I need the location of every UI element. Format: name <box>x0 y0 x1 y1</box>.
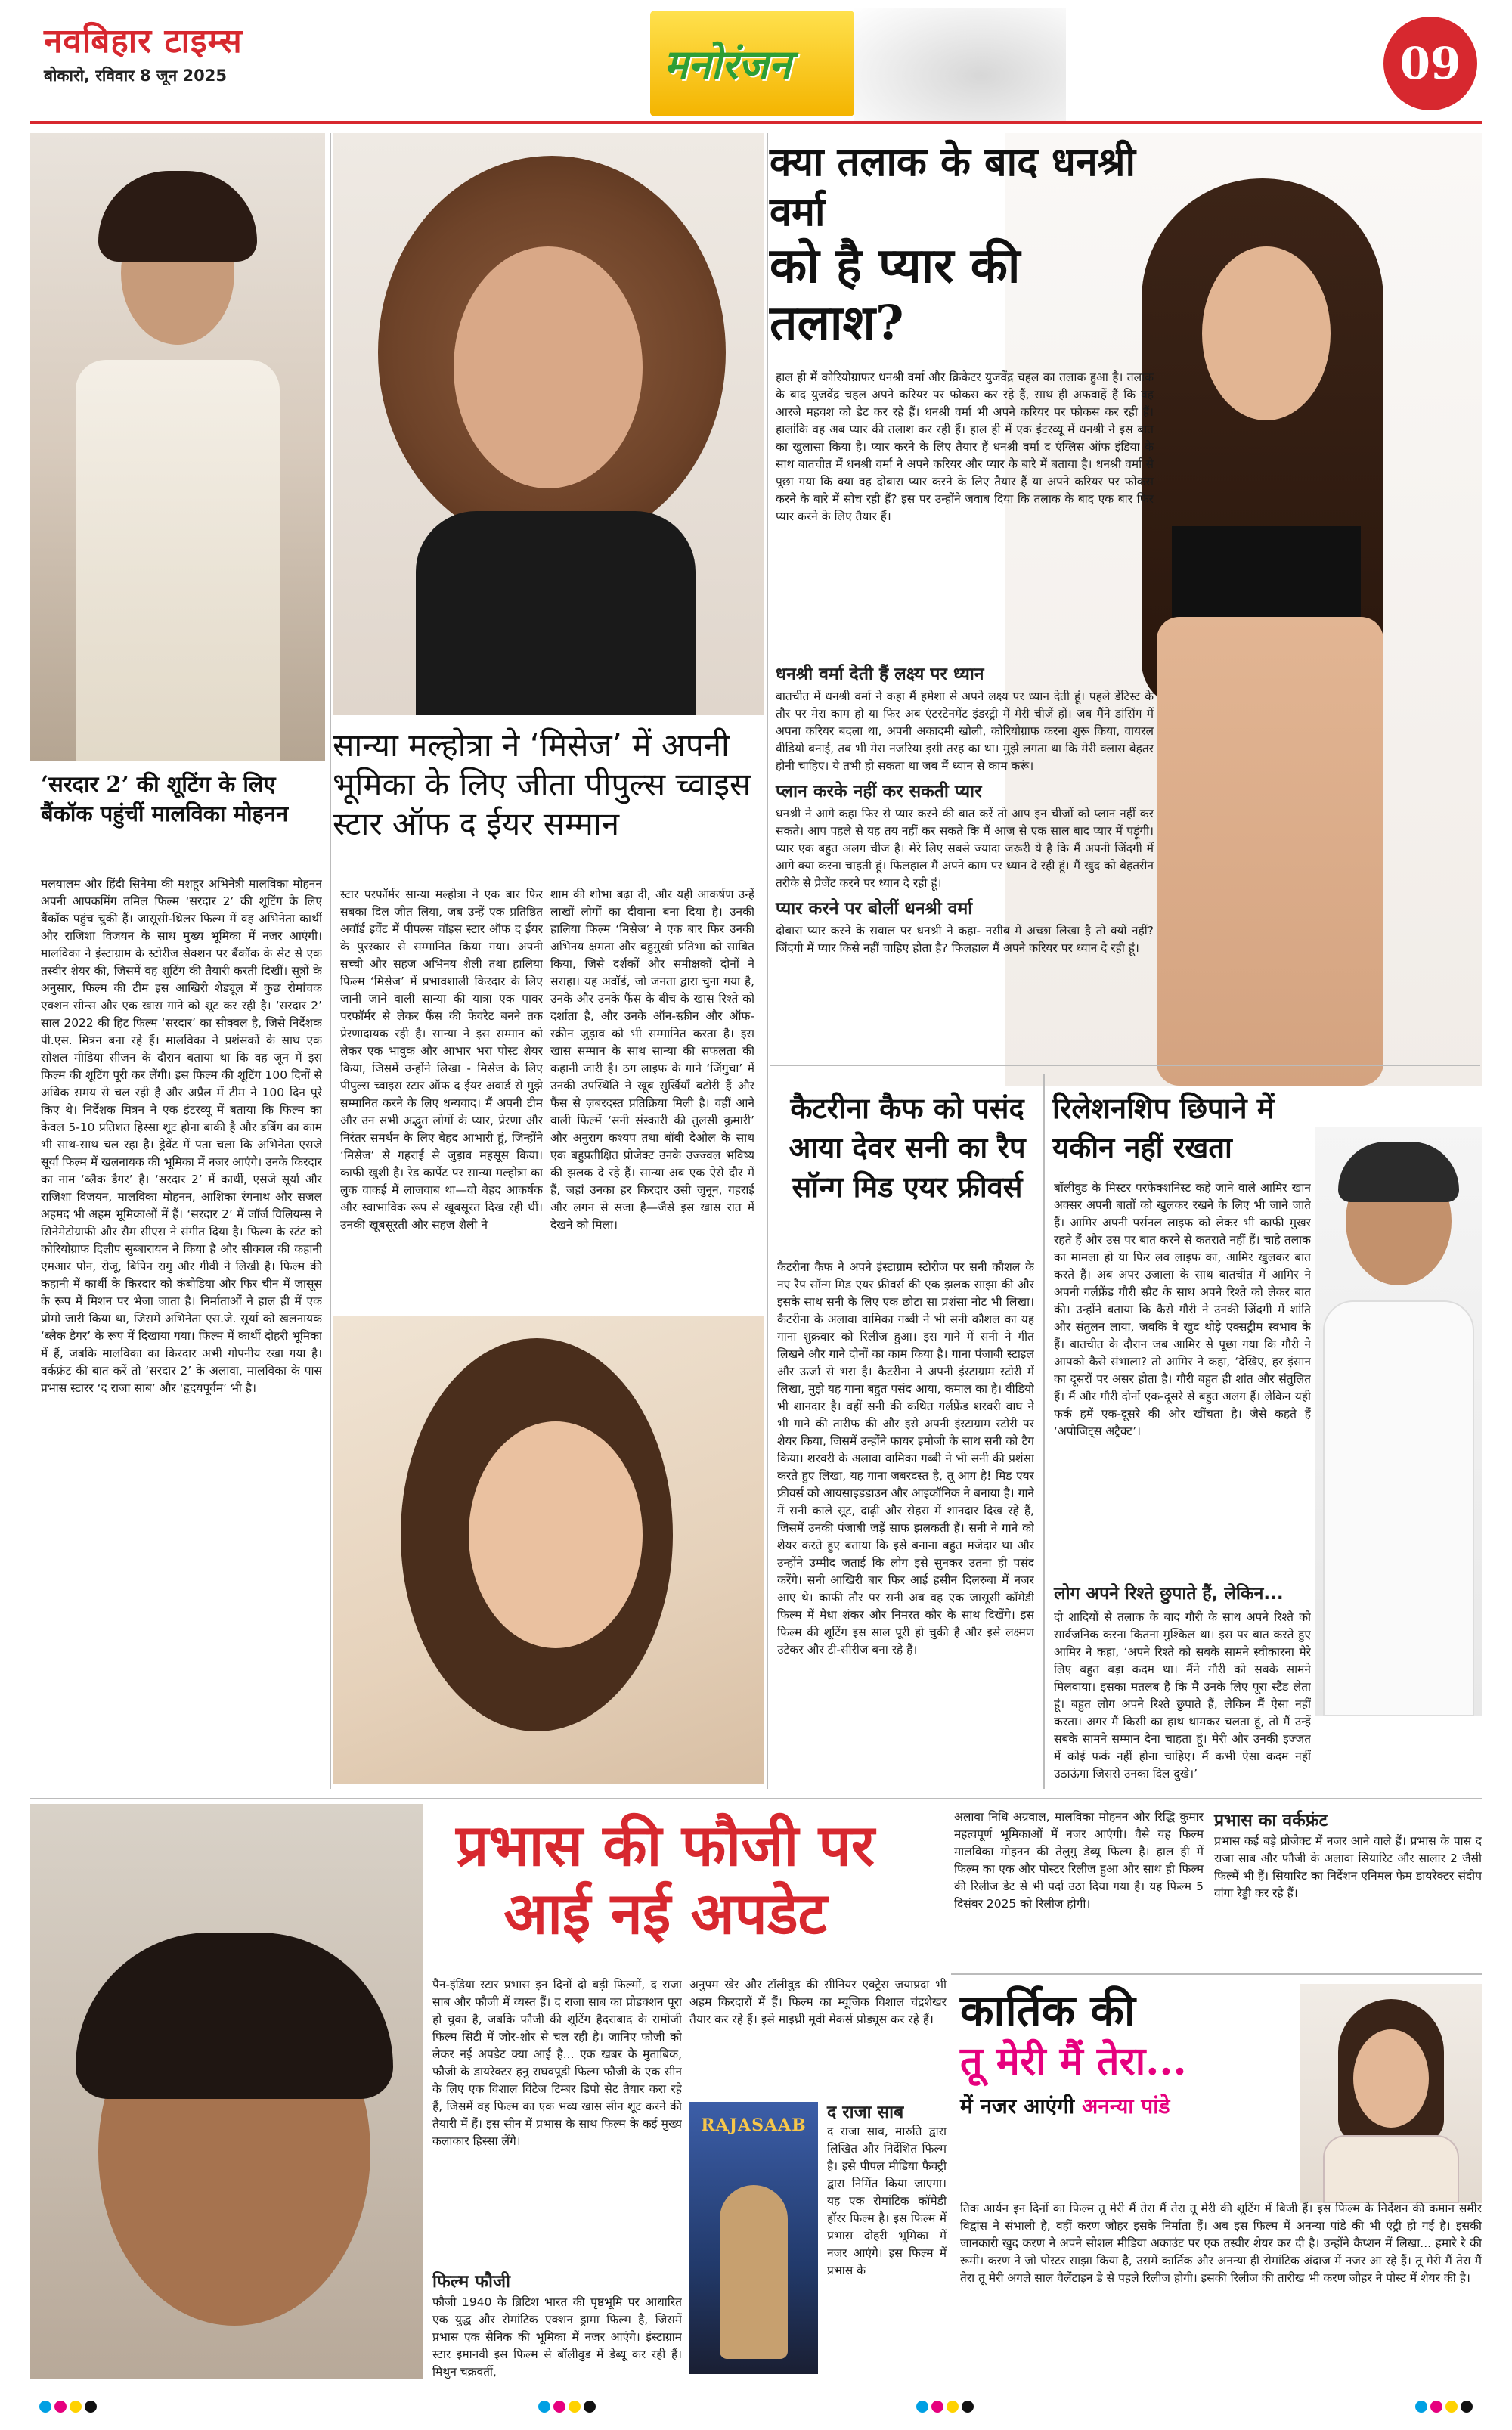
sanya-headline-text: सान्या मल्होत्रा ने ‘मिसेज’ में अपनी भूमिका के लिए जीता पीपुल्स च्वाइस स्टार ऑफ द ईयर सम्मान <box>333 727 751 842</box>
column-rule <box>1043 1074 1045 1789</box>
prabhas-photo <box>30 1804 423 2379</box>
column-rule <box>330 133 331 1789</box>
aamir-body-2: दो शादियों से तलाक के बाद गौरी के साथ अपने रिश्ते को सार्वजनिक करना कितना मुश्किल था। इस पर बात करते हुए आमिर ने कहा, ‘अपने रिश्ते को सबके सामने स्वीकारना मेरे लिए बहुत बड़ा कदम था। मैंने गौरी को सबके सामने मिलवाया। इसका मतलब है कि मैं उनके लिए पूरा स्टैंड लेता हूं। बहुत लोग अपने रिश्ते छुपाते हैं, लेकिन मैं ऐसा नहीं करता। अगर मैं किसी का हाथ थामकर चलता हूं, तो मैं उन्हें सबके सामने सम्मान देना चाहता हूं। मेरी और उनकी इज्जत में कोई फर्क नहीं होना चाहिए। मैं कभी ऐसा कदम नहीं उठाऊंगा जिससे उनका दिल दुखे।’ <box>1054 1610 1311 1781</box>
dhanashree-headline-line1: क्या तलाक के बाद धनश्री वर्मा <box>770 139 1136 235</box>
masthead <box>0 0 1512 129</box>
dhanashree-intro: हाल ही में कोरियोग्राफर धनश्री वर्मा और क्रिकेटर युजवेंद्र चहल का तलाक हुआ है। तलाक के बाद युजवेंद्र चहल अपने करियर पर फोकस कर रहे हैं, साथ ही अफवाहें हैं कि वह आरजे महवश को डेट कर रहे हैं। धनश्री वर्मा भी अपने करियर पर फोकस कर रही हैं। हालांकि वह अब प्यार की तलाश कर रही हैं। हाल ही में एक इंटरव्यू में धनश्री ने इस बात का खुलासा किया है। प्यार करने के लिए तैयार हैं धनश्री वर्मा द एंग्लिस ऑफ इंडिया के साथ बातचीत में धनश्री वर्मा ने अपने करियर और प्यार के बारे में बताया है। धनश्री वर्मा से पूछा गया कि क्या वह दोबारा प्यार करने के लिए तैयार हैं या अपने करियर पर फोकस करने के बारे में सोच रही हैं? इस पर उन्होंने जवाब दिया कि तलाक के बाद एक बार फिर प्यार करने के लिए तैयार हैं। <box>776 370 1154 523</box>
malavika-photo <box>30 133 325 761</box>
sanya-headline <box>333 726 756 844</box>
masthead-rule <box>30 121 1482 124</box>
newspaper-logo: नवबिहार टाइम्स <box>44 22 243 60</box>
kartik-headline <box>960 1984 1293 2122</box>
katrina-photo <box>333 1316 764 1784</box>
section-rule <box>951 1973 1482 1975</box>
sanya-photo <box>333 133 764 715</box>
prabhas-headline-line1: प्रभास की फौजी पर <box>456 1812 875 1879</box>
section-rule <box>770 1065 1480 1066</box>
dhanashree-headline-line2: को है प्यार की तलाश? <box>770 237 1021 352</box>
malavika-body: मलयालम और हिंदी सिनेमा की मशहूर अभिनेत्री मालविका मोहनन अपनी आपकमिंग तमिल फिल्म ‘सरदार 2’ की शूटिंग के लिए बैंकॉक पहुंच चुकी हैं। जासूसी-थ्रिलर फिल्म में वह अभिनेता कार्थी और राजिशा विजयन के साथ मुख्य भूमिका में नजर आएंगी। मालविका ने इंस्टाग्राम के स्टोरीज सेक्शन पर बैंकॉक के सेट से एक तस्वीर शेयर की, जिसमें वह शूटिंग की तैयारी करती दिखीं। सूत्रों के अनुसार, फिल्म की टीम इस आखिरी शेड्यूल में कुछ रोमांचक एक्शन सीन्स और एक खास गाने को शूट कर रही है। ‘सरदार 2’ साल 2022 की हिट फिल्म ‘सरदार’ का सीक्वल है, जिसे निर्देशक पी.एस. मित्रन बना रहे हैं। मालविका ने प्रशंसकों के साथ एक सोशल मीडिया सीजन के दौरान बताया था कि वह जून में इस फिल्म की शूटिंग पूरी कर लेंगी। इस फिल्म की शूटिंग 100 दिनों से अधिक समय से चल रही है और अप्रैल में टीम ने 100 दिन पूरे किए थे। निर्देशक मित्रन ने एक इंटरव्यू में बताया कि फिल्म का केवल 5-10 प्रतिशत हिस्सा शूट होना बाकी है और डबिंग का काम भी साथ-साथ चल रहा है। ड्रेवेंट में पता चला कि अभिनेता एसजे सूर्या फिल्म में खलनायक की भूमिका में नजर आएंगे। उनके किरदार का नाम ‘ब्लैक डैगर’ है। ‘सरदार 2’ में कार्थी, एसजे सूर्या और राजिशा विजयन, मालविका मोहनन, आशिका रंगनाथ और सजल अहमद भी अहम भूमिकाओं में हैं। ‘सरदार 2’ में जॉर्ज विलियम्स ने सिनेमेटोग्राफी और सैम सीएस ने संगीत दिया है। फिल्म के स्टंट को कोरियोग्राफ दिलीप सुब्बारायन ने किया है और सीक्वल की कहानी एमआर पोन, रोजू, बिपिन रागु और गीवी ने लिखी है। फिल्म की कहानी में कार्थी के किरदार को कंबोडिया और फिर चीन में जासूस के रूप में मिशन पर भेजा जाता है। निर्माताओं ने हाल ही में एक प्रोमो जारी किया था, जिसमें अभिनेता एस.जे. सूर्या को खलनायक ‘ब्लैक डैगर’ के रूप में दिखाया गया। फिल्म में कार्थी दोहरी भूमिका में हैं, जबकि मालविका का किरदार अभी गोपनीय रखा गया है। वर्कफ्रंट की बात करें तो ‘सरदार 2’ के अलावा, मालविका के पास प्रभास स्टारर ‘द राजा साब’ और ‘हृदयपूर्वम’ भी है। <box>41 877 322 1395</box>
section-badge <box>650 11 854 116</box>
column-rule <box>767 133 768 1789</box>
prabhas-subhead-rajasaab: द राजा साब <box>827 2103 904 2122</box>
ananya-name: अनन्या पांडे <box>1081 2094 1170 2119</box>
footer-registration <box>30 2395 1482 2418</box>
dhanashree-para-2: धनश्री ने आगे कहा फिर से प्यार करने की बात करें तो आप इन चीजों को प्लान नहीं कर सकते। आप पहले से यह तय नहीं कर सकते कि मैं आज से एक साल बाद प्यार में पड़ूंगी। प्यार एक बहुत अलग चीज है। मेरे लिए सबसे ज्यादा जरूरी ये है कि मैं अपनी जिंदगी में आगे क्या करना चाहती हूं। फिलहाल मैं अपने काम पर ध्यान दे रही हूं। मैं खुद को बेहतरीन तरीके से प्रेजेंट करने पर ध्यान दे रही हूं। <box>776 807 1154 890</box>
prabhas-col2: अनुपम खेर और टॉलीवुड की सीनियर एक्ट्रेस जयाप्रदा भी अहम किरदारों में हैं। फिल्म का म्यूजिक विशाल चंद्रशेखर तैयार कर रहे हैं। इसे माइथ्री मूवी मेकर्स प्रोड्यूस कर रहे हैं। <box>689 1978 947 2026</box>
sanya-body-col2: शाम की शोभा बढ़ा दी, और यही आकर्षण उन्हें लाखों लोगों का दीवाना बना दिया है। उनकी हालिया फिल्म ‘मिसेज’ ने एक बार फिर उनकी अभिनय क्षमता और बहुमुखी प्रतिभा को साबित किया, जिसे दर्शकों और समीक्षकों दोनों ने सराहा। यह अवॉर्ड, जो जनता द्वारा चुना गया है, उनके और उनके फैंस के बीच के खास रिश्ते को दर्शाता है, और उनके ऑन-स्क्रीन और ऑफ-स्क्रीन जुड़ाव को भी सम्मानित करता है। इस खास सम्मान के साथ सान्या की सफलता की कहानी जारी है। ठग लाइफ के गाने ‘जिंगुचा’ में उनकी उपस्थिति ने खूब सुर्खियाँ बटोरी हैं और फैंस से ज़बरदस्त प्रतिक्रिया मिली है। वहीं आने वाली फिल्में ‘सनी संस्कारी की तुलसी कुमारी’ और अनुराग कश्यप तथा बॉबी देओल के साथ एक बहुप्रतीक्षित प्रोजेक्ट उनके उज्ज्वल भविष्य की झलक दे रहे हैं। सान्या अब एक ऐसे दौर में हैं, जहां उनका हर किरदार उसी जुनून, गहराई और लगन से सजा है—जैसे इस खास रात में देखने को मिला। <box>550 888 754 1232</box>
prabhas-col3: अलावा निधि अग्रवाल, मालविका मोहनन और रिद्धि कुमार महत्वपूर्ण भूमिकाओं में नजर आएंगी। वैसे यह फिल्म मालविका मोहनन की तेलुगु डेब्यू फिल्म है। हाल ही में फिल्म का एक और पोस्टर रिलीज हुआ और साथ ही फिल्म की रिलीज डेट से भी पर्दा उठा दिया गया है। यह फिल्म 5 दिसंबर 2025 को रिलीज होगी। <box>954 1810 1204 1911</box>
prabhas-headline <box>393 1812 937 1948</box>
katrina-headline: कैटरीना कैफ को पसंद आया देवर सनी का रैप सॉन्ग मिड एयर फ्रीवर्स <box>789 1091 1026 1204</box>
aamir-headline: रिलेशनशिप छिपाने में यकीन नहीं रखता <box>1052 1091 1275 1164</box>
prabhas-headline-line2: आई नई अपडेट <box>503 1880 827 1947</box>
registration-marks <box>30 2395 1482 2418</box>
sanya-body-col1: स्टार परफॉर्मर सान्या मल्होत्रा ने एक बार फिर सबका दिल जीत लिया, जब उन्हें एक प्रतिष्ठित अवॉर्ड इवेंट में पीपल्स चॉइस स्टार ऑफ द ईयर के पुरस्कार से सम्मानित किया गया। अपनी सच्ची और सहज अभिनय शैली तथा हालिया फिल्म ‘मिसेज’ में प्रभावशाली किरदार के लिए जानी जाने वाली सान्या की यात्रा एक पावर परफॉर्मर से लेकर फैंस की फेवरेट बनने तक प्रेरणादायक रही है। सान्या ने इस सम्मान को लेकर एक भावुक और आभार भरा पोस्ट शेयर किया, जिसमें उन्होंने लिखा - मिसेज के लिए पीपुल्स च्वाइस स्टार ऑफ द ईयर अवार्ड से मुझे सम्मानित करने के लिए धन्यवाद। मैं अपनी टीम और उन सभी अद्भुत लोगों के प्यार, प्रेरणा और निरंतर समर्थन के लिए बेहद आभारी हूं, जिन्होंने ‘मिसेज’ से गहराई से जुड़ाव महसूस किया। काफी खुशी है। रेड कार्पेट पर सान्या मल्होत्रा का लुक वाकई में लाजवाब था—वो बेहद आकर्षक और स्वाभाविक रूप से खूबसूरत दिख रही थीं। उनकी खूबसूरती और सहज शैली ने <box>340 888 543 1232</box>
page-number-badge <box>1383 17 1477 110</box>
section-title: मनोरंजन <box>664 40 792 88</box>
kartik-headline-line1: कार्तिक की <box>960 1985 1136 2036</box>
aamir-subhead: लोग अपने रिश्ते छुपाते हैं, लेकिन... <box>1054 1584 1284 1604</box>
page-number: 09 <box>1399 38 1461 89</box>
poster-title: RAJASAAB <box>701 2115 807 2135</box>
ananya-photo <box>1300 1984 1482 2203</box>
dhanashree-subhead-2: प्लान करके नहीं कर सकती प्यार <box>776 782 982 801</box>
dhanashree-subhead-3: प्यार करने पर बोलीं धनश्री वर्मा <box>776 899 973 919</box>
malavika-headline: ‘सरदार 2’ की शूटिंग के लिए बैंकॉक पहुंचीं मालविका मोहनन <box>41 771 289 826</box>
katrina-body: कैटरीना कैफ ने अपने इंस्टाग्राम स्टोरीज पर सनी कौशल के नए रैप सॉन्ग मिड एयर फ्रीवर्स की एक झलक साझा की और इसके साथ सनी के लिए एक छोटा सा प्रशंसा नोट भी लिखा। कैटरीना के अलावा वामिका गब्बी ने भी सनी कौशल का यह गाना शुक्रवार को रिलीज हुआ। इस गाने में सनी ने गीत लिखने और गाने दोनों का काम किया है। गाना पंजाबी स्टाइल और ऊर्जा से भरा है। कैटरीना ने अपनी इंस्टाग्राम स्टोरी में लिखा, मुझे यह गाना बहुत पसंद आया, कमाल का है। वीडियो भी शानदार है। वहीं सनी की कथित गर्लफ्रेंड शरवरी वाघ ने भी गाने की तारीफ की और इसे अपनी इंस्टाग्राम स्टोरी पर शेयर किया, जिसमें उन्होंने फायर इमोजी के साथ सनी को टैग किया। शरवरी के अलावा वामिका गब्बी ने भी सनी की प्रशंसा करते हुए लिखा, यह गाना जबरदस्त है, तू आग है! मिड एयर फ्रीवर्स को आयसाइडडाउन और आइकॉनिक ने बनाया है। गाने में सनी काले सूट, दाढ़ी और सेहरा में शानदार दिख रहे हैं, जिसमें उनकी पंजाबी जड़ें साफ झलकती हैं। सनी ने गाने को शेयर करते हुए बताया कि इसे बनाना बहुत मजेदार था और उन्होंने उम्मीद जताई कि लोग इसे सुनकर उतना ही पसंद करेंगे। सनी आखिरी बार फिर आई हसीन दिलरुबा में नजर आए थे। काफी तौर पर सनी अब वह एक जासूसी कॉमेडी फिल्म में मेधा शंकर और निमरत कौर के साथ दिखेंगे। इस फिल्म की शूटिंग इस साल पूरी हो चुकी है और इसे लक्ष्मण उटेकर और टी-सीरीज बना रहे हैं। <box>777 1260 1034 1657</box>
section-rule <box>30 1798 1482 1799</box>
dhanashree-para-3: दोबारा प्यार करने के सवाल पर धनश्री ने कहा- नसीब में अच्छा लिखा है तो क्यों नहीं? जिंदगी में प्यार किसे नहीं चाहिए होता है? फिलहाल मैं अपने करियर पर ध्यान दे रही हूं। <box>776 924 1154 955</box>
dhanashree-sections <box>776 658 1154 957</box>
prabhas-col1b: फौजी 1940 के ब्रिटिश भारत की पृष्ठभूमि पर आधारित एक युद्ध और रोमांटिक एक्शन ड्रामा फिल्म है, जिसमें प्रभास एक सैनिक की भूमिका में नजर आएंगे। इंस्टाग्राम स्टार इमानवी इस फिल्म से बॉलीवुड में डेब्यू कर रही हैं। मिथुन चक्रवर्ती, <box>432 2295 682 2379</box>
aamir-body: बॉलीवुड के मिस्टर परफेक्शनिस्ट कहे जाने वाले आमिर खान अक्सर अपनी बातों को खुलकर रखने के लिए भी जाने जाते हैं। आमिर अपनी पर्सनल लाइफ को लेकर भी काफी मुखर रहते हैं और उस पर बात करने से कतराते नहीं हैं। चाहे तलाक का मामला हो या फिर लव लाइफ का, आमिर खुलकर बात करते हैं। अब अपर उजाला के साथ बातचीत में आमिर ने अपनी गर्लफ्रेंड गौरी स्प्रैट के साथ अपने रिश्ते को लेकर बात की। उन्होंने बताया कि कैसे गौरी ने उनकी जिंदगी में शांति और संतुलन लाया, जबकि वे खुद थोड़े एक्सट्रीम स्वभाव के हैं। बातचीत के दौरान जब आमिर से पूछा गया कि गौरी ने आपको कैसे संभाला? तो आमिर ने कहा, ‘देखिए, हर इंसान का दूसरों पर असर होता है। गौरी बहुत ही शांत और संतुलित हैं। मैं और गौरी दोनों एक-दूसरे से बहुत अलग हैं। लेकिन यही फर्क हमें एक-दूसरे की ओर खींचता है। जैसे कहते हैं ‘अपोजिट्स अट्रैक्ट’। <box>1054 1181 1311 1438</box>
kartik-headline-prefix: में नजर आएंगी <box>960 2094 1075 2119</box>
kartik-body: तिक आर्यन इन दिनों का फिल्म तू मेरी मैं तेरा मैं तेरा तू मेरी की शूटिंग में बिजी हैं। इस फिल्म के निर्देशन की कमान समीर विद्वांस ने संभाली है, वहीं करण जौहर इसके निर्माता हैं। अब इस फिल्म में अनन्या पांडे की भी एंट्री हो गई है। इसकी जानकारी खुद करण ने अपने सोशल मीडिया अकाउंट पर एक तस्वीर शेयर कर दी है। उन्होंने कैप्शन में लिखा... हमारे रे की रूमी। करण ने जो पोस्टर साझा किया है, उसमें कार्तिक और अनन्या ही रोमांटिक अंदाज में नजर आ रहे हैं। तू मेरी मैं तेरा मैं तेरा तू मेरी अगले साल वैलेंटाइन डे से पहले रिलीज होगी। इसकी रिलीज की तारीख भी करण जौहर ने पोस्ट में शेयर की है। <box>960 2202 1482 2285</box>
prabhas-subhead-fauji: फिल्म फौजी <box>432 2272 510 2292</box>
aamir-photo <box>1315 1127 1482 1716</box>
rajasaab-poster <box>689 2102 818 2374</box>
dateline: बोकारो, रविवार 8 जून 2025 <box>44 67 227 85</box>
statue-illustration <box>854 8 1066 121</box>
kartik-headline-line2: तू मेरी मैं तेरा... <box>960 2038 1187 2084</box>
dhanashree-para-1: बातचीत में धनश्री वर्मा ने कहा मैं हमेशा से अपने लक्ष्य पर ध्यान देती हूं। पहले डेंटिस्ट के तौर पर मेरा काम हो या फिर अब एंटरटेनमेंट इंडस्ट्री में मेरी चीजें हों। जब मैंने डांसिंग में अपना करियर बदला था, अपनी अकादमी खोली, कोरियोग्राफ करना शुरू किया, वायरल वीडियो बनाई, तब भी मेरा नजरिया इसी तरह का था। मुझे लगता था कि मेरी क्लास बेहतर होनी चाहिए। ये तभी हो सकता था जब मैं ध्यान से काम करूं। <box>776 690 1154 773</box>
prabhas-col2b: द राजा साब, मारुति द्वारा लिखित और निर्देशित फिल्म है। इसे पीपल मीडिया फैक्ट्री द्वारा निर्मित किया जाएगा। यह एक रोमांटिक कॉमेडी हॉरर फिल्म है। इस फिल्म में प्रभास दोहरी भूमिका में नजर आएंगे। इस फिल्म में प्रभास के <box>827 2125 947 2277</box>
prabhas-col4: प्रभास कई बड़े प्रोजेक्ट में नजर आने वाले हैं। प्रभास के पास द राजा साब और फौजी के अलावा सियारिट और सालार 2 जैसी फिल्में भी हैं। सियारिट का निर्देशन एनिमल फेम डायरेक्टर संदीप वांगा रेड्डी कर रहे हैं। <box>1214 1834 1482 1900</box>
dhanashree-headline <box>770 138 1163 352</box>
prabhas-subhead-workfront: प्रभास का वर्कफ्रंट <box>1214 1811 1328 1830</box>
dhanashree-subhead-1: धनश्री वर्मा देती हैं लक्ष्य पर ध्यान <box>776 665 984 684</box>
prabhas-col1: पैन-इंडिया स्टार प्रभास इन दिनों दो बड़ी फिल्मों, द राजा साब और फौजी में व्यस्त हैं। द राजा साब का प्रोडक्शन पूरा हो चुका है, जबकि फौजी की शूटिंग हैदराबाद के रामोजी फिल्म सिटी में जोर-शोर से चल रही है। जानिए फौजी को लेकर नई अपडेट क्या आई है... एक खबर के मुताबिक, फौजी के डायरेक्टर हनु राघवपूडी फिल्म फौजी के एक सीन के लिए एक विशाल विंटेज टिम्बर डिपो सेट तैयार करा रहे हैं, जिसमें वह फिल्म का एक भव्य खास सीन शूट करने की तैयारी में हैं। इस सीन में प्रभास के साथ फिल्म के कई मुख्य कलाकार हिस्सा लेंगे। <box>432 1978 682 2148</box>
